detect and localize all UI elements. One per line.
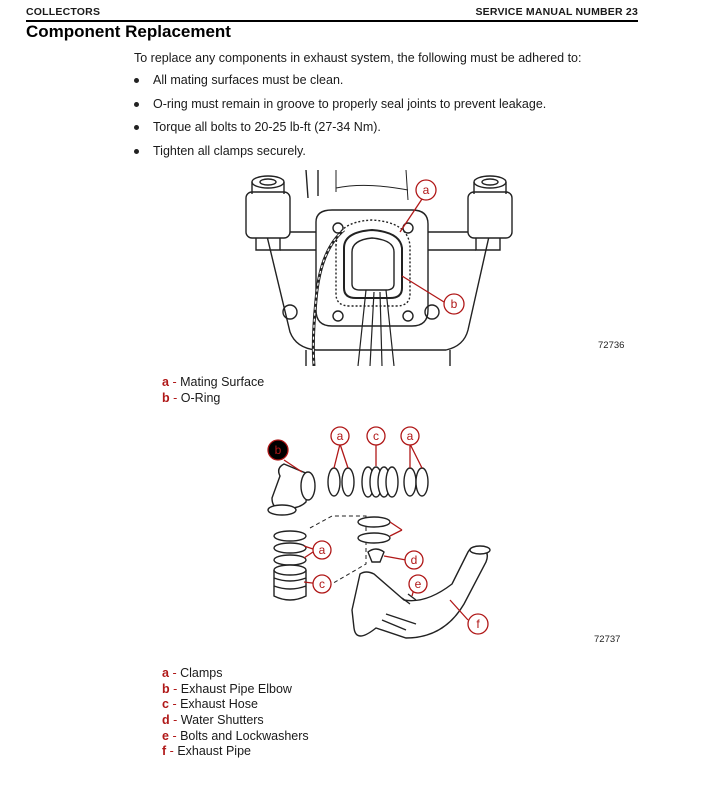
callout-e [409, 575, 427, 593]
callout-a [416, 180, 436, 200]
svg-text:c: c [373, 429, 379, 443]
callout-a [313, 541, 331, 559]
bullet-icon [134, 149, 139, 154]
legend-item: e - Bolts and Lockwashers [162, 728, 309, 743]
callout-d [405, 551, 423, 569]
svg-text:f: f [476, 617, 480, 631]
svg-text:c: c [319, 577, 325, 591]
svg-text:e: e [414, 577, 422, 591]
callout-a [331, 427, 349, 445]
svg-text:b: b [274, 443, 282, 457]
legend-item: c - Exhaust Hose [162, 697, 258, 712]
legend-item: d - Water Shutters [162, 713, 264, 728]
figure2-legend [162, 666, 309, 760]
svg-text:a: a [406, 429, 414, 443]
manual-number: SERVICE MANUAL NUMBER 23 [475, 6, 638, 18]
section-name: COLLECTORS [26, 6, 101, 18]
bullet-icon [134, 102, 139, 107]
intro-text: To replace any components in exhaust system, the following must be adhered to: [134, 51, 582, 65]
manifold-illustration [236, 170, 520, 366]
callout-c [313, 575, 331, 593]
legend-item: a - Clamps [162, 666, 223, 680]
callout-b [444, 294, 464, 314]
page-title: Component Replacement [26, 22, 231, 41]
bullet-icon [134, 78, 139, 83]
list-item: Torque all bolts to 20-25 lb-ft (27-34 Nm). [134, 120, 546, 144]
svg-text:a: a [336, 429, 344, 443]
figure-number: 72736 [598, 340, 625, 351]
legend-item: b - Exhaust Pipe Elbow [162, 681, 292, 696]
callout-b [268, 440, 288, 460]
legend-item: b - O-Ring [162, 390, 221, 405]
list-item: All mating surfaces must be clean. [134, 73, 546, 97]
svg-text:a: a [318, 543, 326, 557]
figure1-legend [162, 375, 264, 406]
callout-a [401, 427, 419, 445]
exhaust-assembly-illustration [256, 424, 510, 660]
svg-text:b: b [450, 297, 458, 311]
list-item: Tighten all clamps securely. [134, 144, 546, 168]
callout-f [468, 614, 488, 634]
svg-text:a: a [422, 183, 430, 197]
list-item: O-ring must remain in groove to properly seal joints to prevent leakage. [134, 97, 546, 121]
legend-item: a - Mating Surface [162, 375, 265, 389]
legend-item: f - Exhaust Pipe [162, 744, 251, 759]
page-header [26, 4, 638, 22]
bullet-icon [134, 125, 139, 130]
figure-number: 72737 [594, 634, 621, 645]
svg-text:d: d [410, 553, 418, 567]
callout-c [367, 427, 385, 445]
requirements-list [134, 73, 546, 167]
